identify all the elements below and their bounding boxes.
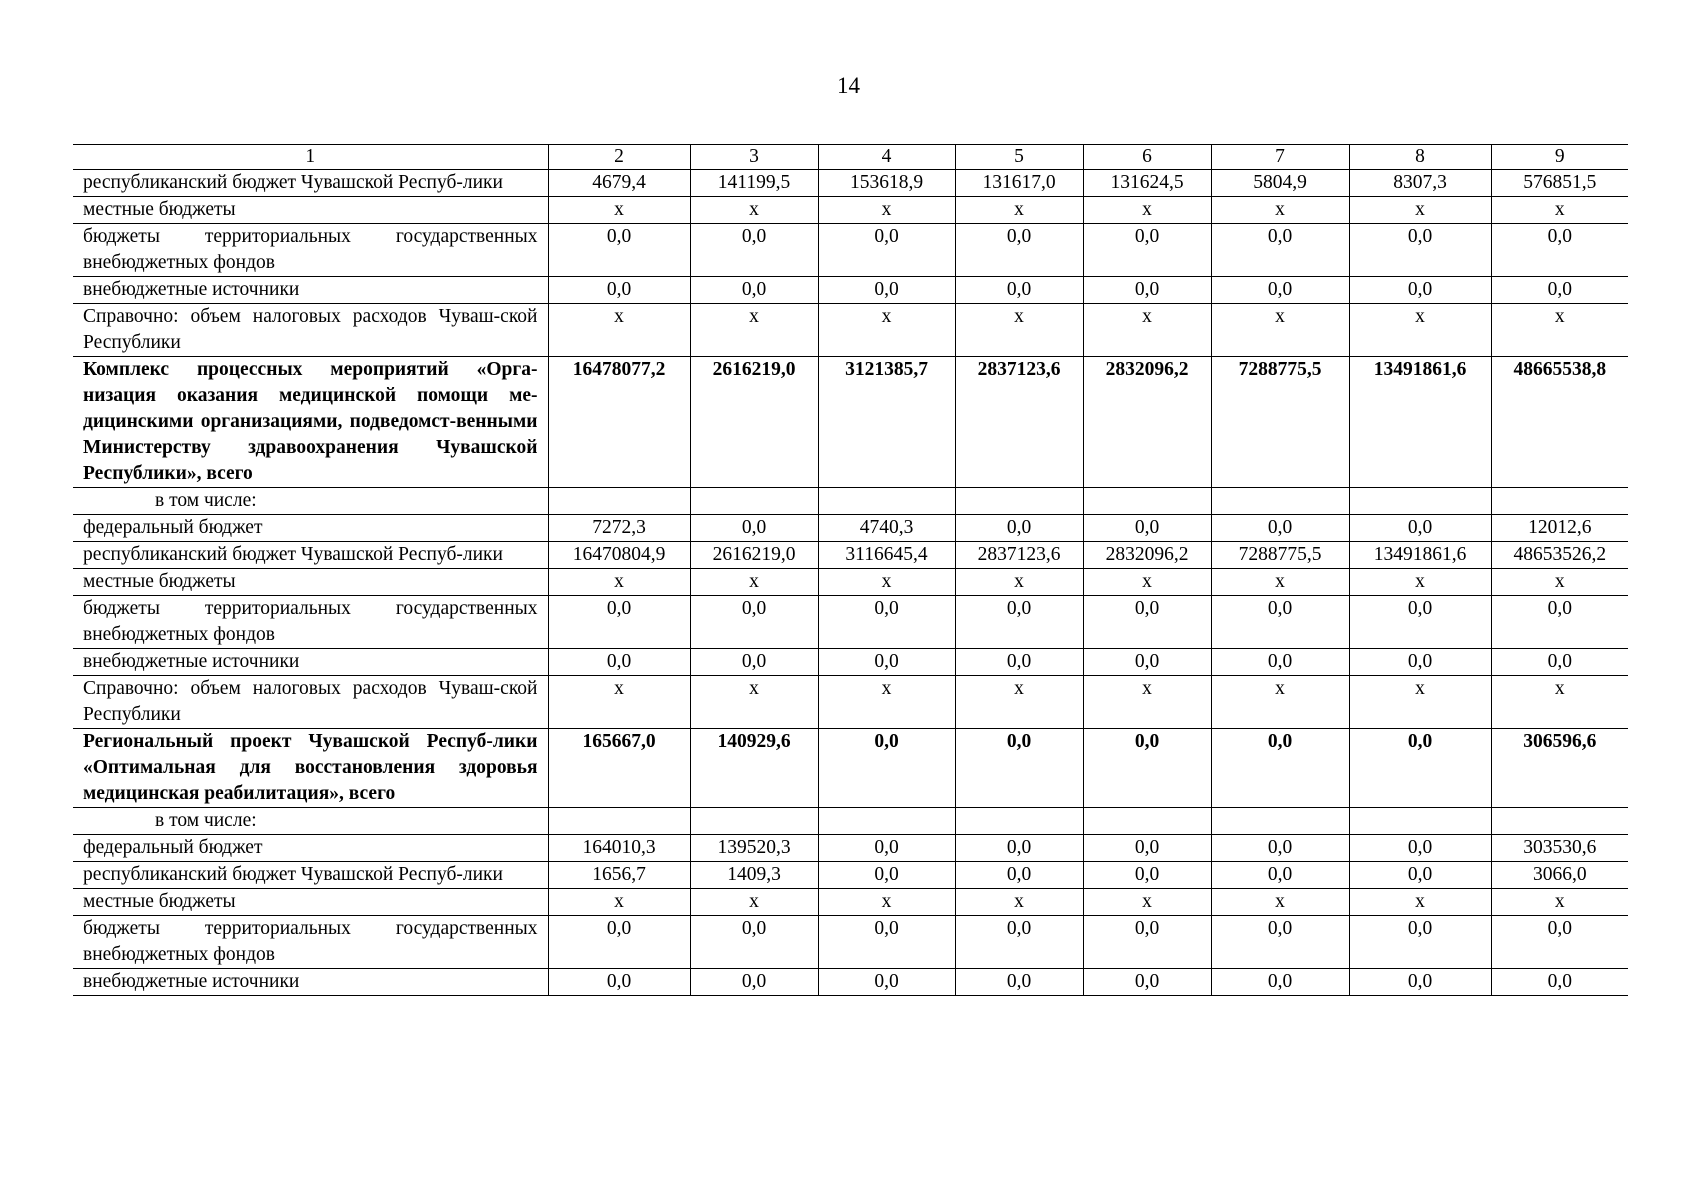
value-cell: x: [1491, 676, 1628, 729]
value-cell: 0,0: [1083, 835, 1211, 862]
value-cell: 0,0: [955, 649, 1083, 676]
value-cell: 0,0: [548, 969, 690, 996]
value-cell: 2832096,2: [1083, 357, 1211, 488]
header-cell: 4: [818, 145, 955, 170]
value-cell: [955, 488, 1083, 515]
value-cell: 0,0: [1349, 969, 1491, 996]
value-cell: x: [818, 889, 955, 916]
value-cell: 131617,0: [955, 170, 1083, 197]
row-label: республиканский бюджет Чувашской Респуб-лики: [73, 542, 548, 569]
table-row: [73, 862, 1628, 889]
value-cell: 0,0: [1211, 729, 1349, 808]
table-row: [73, 676, 1628, 729]
row-label: бюджеты территориальных государственных внебюджетных фондов: [73, 916, 548, 969]
table-row: [73, 969, 1628, 996]
value-cell: x: [818, 197, 955, 224]
value-cell: 8307,3: [1349, 170, 1491, 197]
value-cell: 0,0: [955, 916, 1083, 969]
row-label: федеральный бюджет: [73, 835, 548, 862]
value-cell: 4740,3: [818, 515, 955, 542]
value-cell: 0,0: [548, 224, 690, 277]
header-cell: 6: [1083, 145, 1211, 170]
value-cell: 2832096,2: [1083, 542, 1211, 569]
value-cell: 0,0: [1211, 515, 1349, 542]
value-cell: 576851,5: [1491, 170, 1628, 197]
value-cell: x: [818, 676, 955, 729]
value-cell: 0,0: [1349, 916, 1491, 969]
value-cell: 0,0: [1211, 224, 1349, 277]
table-row: [73, 170, 1628, 197]
value-cell: 0,0: [1083, 277, 1211, 304]
value-cell: 139520,3: [690, 835, 818, 862]
value-cell: 0,0: [1211, 596, 1349, 649]
value-cell: 0,0: [1491, 649, 1628, 676]
value-cell: x: [1349, 676, 1491, 729]
row-label: местные бюджеты: [73, 889, 548, 916]
value-cell: 0,0: [1083, 729, 1211, 808]
value-cell: 2616219,0: [690, 542, 818, 569]
value-cell: 48665538,8: [1491, 357, 1628, 488]
row-label: республиканский бюджет Чувашской Респуб-лики: [73, 862, 548, 889]
value-cell: 0,0: [690, 916, 818, 969]
value-cell: [818, 808, 955, 835]
value-cell: 1409,3: [690, 862, 818, 889]
value-cell: 0,0: [955, 596, 1083, 649]
value-cell: x: [548, 676, 690, 729]
table-row: [73, 224, 1628, 277]
value-cell: 0,0: [1491, 277, 1628, 304]
value-cell: 0,0: [1349, 835, 1491, 862]
value-cell: x: [1349, 304, 1491, 357]
value-cell: 0,0: [1211, 649, 1349, 676]
value-cell: 0,0: [548, 916, 690, 969]
value-cell: 12012,6: [1491, 515, 1628, 542]
table-header-row: [73, 145, 1628, 170]
value-cell: [690, 488, 818, 515]
value-cell: 0,0: [1491, 224, 1628, 277]
value-cell: [548, 488, 690, 515]
value-cell: 0,0: [1491, 596, 1628, 649]
value-cell: 165667,0: [548, 729, 690, 808]
value-cell: 3121385,7: [818, 357, 955, 488]
value-cell: x: [1083, 889, 1211, 916]
page-number: 14: [837, 73, 860, 98]
value-cell: x: [955, 569, 1083, 596]
table-row: [73, 649, 1628, 676]
table-row: [73, 542, 1628, 569]
value-cell: [690, 808, 818, 835]
value-cell: x: [1491, 569, 1628, 596]
value-cell: 0,0: [818, 969, 955, 996]
value-cell: 0,0: [955, 862, 1083, 889]
value-cell: x: [955, 889, 1083, 916]
value-cell: 0,0: [1491, 916, 1628, 969]
value-cell: x: [1083, 197, 1211, 224]
value-cell: 2616219,0: [690, 357, 818, 488]
value-cell: x: [548, 197, 690, 224]
value-cell: 303530,6: [1491, 835, 1628, 862]
value-cell: 0,0: [955, 515, 1083, 542]
value-cell: 0,0: [955, 277, 1083, 304]
value-cell: [1211, 808, 1349, 835]
value-cell: [955, 808, 1083, 835]
value-cell: x: [1211, 197, 1349, 224]
value-cell: 7288775,5: [1211, 357, 1349, 488]
row-label: внебюджетные источники: [73, 277, 548, 304]
header-cell: 8: [1349, 145, 1491, 170]
row-label: внебюджетные источники: [73, 649, 548, 676]
value-cell: 5804,9: [1211, 170, 1349, 197]
row-label: бюджеты территориальных государственных внебюджетных фондов: [73, 596, 548, 649]
header-cell: 2: [548, 145, 690, 170]
row-label: в том числе:: [73, 488, 548, 515]
table-row: [73, 889, 1628, 916]
table-row: [73, 569, 1628, 596]
value-cell: x: [690, 889, 818, 916]
value-cell: 16470804,9: [548, 542, 690, 569]
table-row: [73, 277, 1628, 304]
value-cell: x: [1211, 569, 1349, 596]
value-cell: 0,0: [1083, 649, 1211, 676]
value-cell: 131624,5: [1083, 170, 1211, 197]
value-cell: x: [1083, 569, 1211, 596]
value-cell: [1083, 488, 1211, 515]
value-cell: x: [690, 304, 818, 357]
value-cell: [1491, 488, 1628, 515]
header-cell: 9: [1491, 145, 1628, 170]
row-label: бюджеты территориальных государственных внебюджетных фондов: [73, 224, 548, 277]
value-cell: 164010,3: [548, 835, 690, 862]
value-cell: 0,0: [1349, 596, 1491, 649]
header-cell: 7: [1211, 145, 1349, 170]
value-cell: 0,0: [818, 277, 955, 304]
table-row: [73, 835, 1628, 862]
table-row: [73, 515, 1628, 542]
value-cell: 0,0: [818, 916, 955, 969]
value-cell: 0,0: [690, 649, 818, 676]
value-cell: 153618,9: [818, 170, 955, 197]
header-cell: 1: [73, 145, 548, 170]
row-label: местные бюджеты: [73, 569, 548, 596]
row-label: федеральный бюджет: [73, 515, 548, 542]
value-cell: 0,0: [1083, 224, 1211, 277]
value-cell: 0,0: [818, 224, 955, 277]
header-cell: 5: [955, 145, 1083, 170]
value-cell: x: [1083, 304, 1211, 357]
value-cell: 0,0: [818, 596, 955, 649]
value-cell: 2837123,6: [955, 357, 1083, 488]
value-cell: 0,0: [548, 649, 690, 676]
value-cell: 0,0: [1211, 969, 1349, 996]
value-cell: 0,0: [690, 224, 818, 277]
value-cell: 0,0: [1349, 729, 1491, 808]
value-cell: 0,0: [1349, 862, 1491, 889]
value-cell: 0,0: [690, 515, 818, 542]
value-cell: 0,0: [1083, 916, 1211, 969]
value-cell: x: [1211, 304, 1349, 357]
value-cell: 0,0: [1083, 515, 1211, 542]
row-label: Справочно: объем налоговых расходов Чуваш-ской Республики: [73, 304, 548, 357]
value-cell: 0,0: [690, 596, 818, 649]
value-cell: 0,0: [548, 277, 690, 304]
table-row: [73, 488, 1628, 515]
table-row: [73, 729, 1628, 808]
row-label: Региональный проект Чувашской Респуб-лики «Оптимальная для восстановления здоровья медицинская реабилитация», всего: [73, 729, 548, 808]
value-cell: [1491, 808, 1628, 835]
value-cell: 0,0: [955, 729, 1083, 808]
value-cell: x: [1211, 889, 1349, 916]
value-cell: [1349, 808, 1491, 835]
value-cell: 0,0: [1349, 515, 1491, 542]
value-cell: [1349, 488, 1491, 515]
value-cell: 0,0: [1211, 862, 1349, 889]
value-cell: x: [1349, 889, 1491, 916]
table-body: [73, 145, 1628, 996]
budget-table: [73, 144, 1628, 996]
value-cell: 0,0: [548, 596, 690, 649]
value-cell: x: [548, 889, 690, 916]
value-cell: 0,0: [818, 862, 955, 889]
value-cell: x: [1491, 197, 1628, 224]
value-cell: x: [690, 569, 818, 596]
table-row: [73, 304, 1628, 357]
value-cell: x: [548, 569, 690, 596]
table-row: [73, 916, 1628, 969]
table-row: [73, 596, 1628, 649]
value-cell: 0,0: [955, 835, 1083, 862]
value-cell: 0,0: [1211, 835, 1349, 862]
value-cell: 0,0: [1211, 916, 1349, 969]
value-cell: 4679,4: [548, 170, 690, 197]
value-cell: 0,0: [818, 729, 955, 808]
value-cell: x: [548, 304, 690, 357]
value-cell: 0,0: [955, 969, 1083, 996]
value-cell: 141199,5: [690, 170, 818, 197]
value-cell: 1656,7: [548, 862, 690, 889]
value-cell: 140929,6: [690, 729, 818, 808]
row-label: Комплекс процессных мероприятий «Орга-низация оказания медицинской помощи ме-дицинскими организациями, подведомст-венными Министерству здравоохранения Чувашской Республики», всего: [73, 357, 548, 488]
value-cell: 0,0: [1349, 649, 1491, 676]
value-cell: 0,0: [1083, 596, 1211, 649]
row-label: в том числе:: [73, 808, 548, 835]
value-cell: 0,0: [690, 969, 818, 996]
value-cell: x: [818, 304, 955, 357]
value-cell: x: [690, 197, 818, 224]
row-label: внебюджетные источники: [73, 969, 548, 996]
value-cell: x: [955, 304, 1083, 357]
value-cell: 16478077,2: [548, 357, 690, 488]
value-cell: 13491861,6: [1349, 357, 1491, 488]
value-cell: 0,0: [1211, 277, 1349, 304]
value-cell: x: [690, 676, 818, 729]
value-cell: x: [1349, 197, 1491, 224]
value-cell: x: [1491, 304, 1628, 357]
value-cell: x: [955, 197, 1083, 224]
table-row: [73, 808, 1628, 835]
value-cell: 0,0: [1083, 969, 1211, 996]
value-cell: 13491861,6: [1349, 542, 1491, 569]
table-row: [73, 357, 1628, 488]
value-cell: x: [1211, 676, 1349, 729]
value-cell: 7288775,5: [1211, 542, 1349, 569]
value-cell: x: [1491, 889, 1628, 916]
value-cell: 306596,6: [1491, 729, 1628, 808]
value-cell: x: [818, 569, 955, 596]
value-cell: 0,0: [818, 835, 955, 862]
row-label: Справочно: объем налоговых расходов Чуваш-ской Республики: [73, 676, 548, 729]
value-cell: x: [1349, 569, 1491, 596]
value-cell: 0,0: [690, 277, 818, 304]
value-cell: 0,0: [1083, 862, 1211, 889]
value-cell: x: [955, 676, 1083, 729]
table-row: [73, 197, 1628, 224]
value-cell: [548, 808, 690, 835]
value-cell: 3116645,4: [818, 542, 955, 569]
value-cell: x: [1083, 676, 1211, 729]
value-cell: 0,0: [818, 649, 955, 676]
row-label: республиканский бюджет Чувашской Респуб-лики: [73, 170, 548, 197]
value-cell: 7272,3: [548, 515, 690, 542]
value-cell: [1083, 808, 1211, 835]
row-label: местные бюджеты: [73, 197, 548, 224]
value-cell: 0,0: [1349, 224, 1491, 277]
value-cell: 2837123,6: [955, 542, 1083, 569]
value-cell: [1211, 488, 1349, 515]
header-cell: 3: [690, 145, 818, 170]
value-cell: 0,0: [955, 224, 1083, 277]
value-cell: 0,0: [1349, 277, 1491, 304]
value-cell: [818, 488, 955, 515]
value-cell: 48653526,2: [1491, 542, 1628, 569]
value-cell: 0,0: [1491, 969, 1628, 996]
value-cell: 3066,0: [1491, 862, 1628, 889]
